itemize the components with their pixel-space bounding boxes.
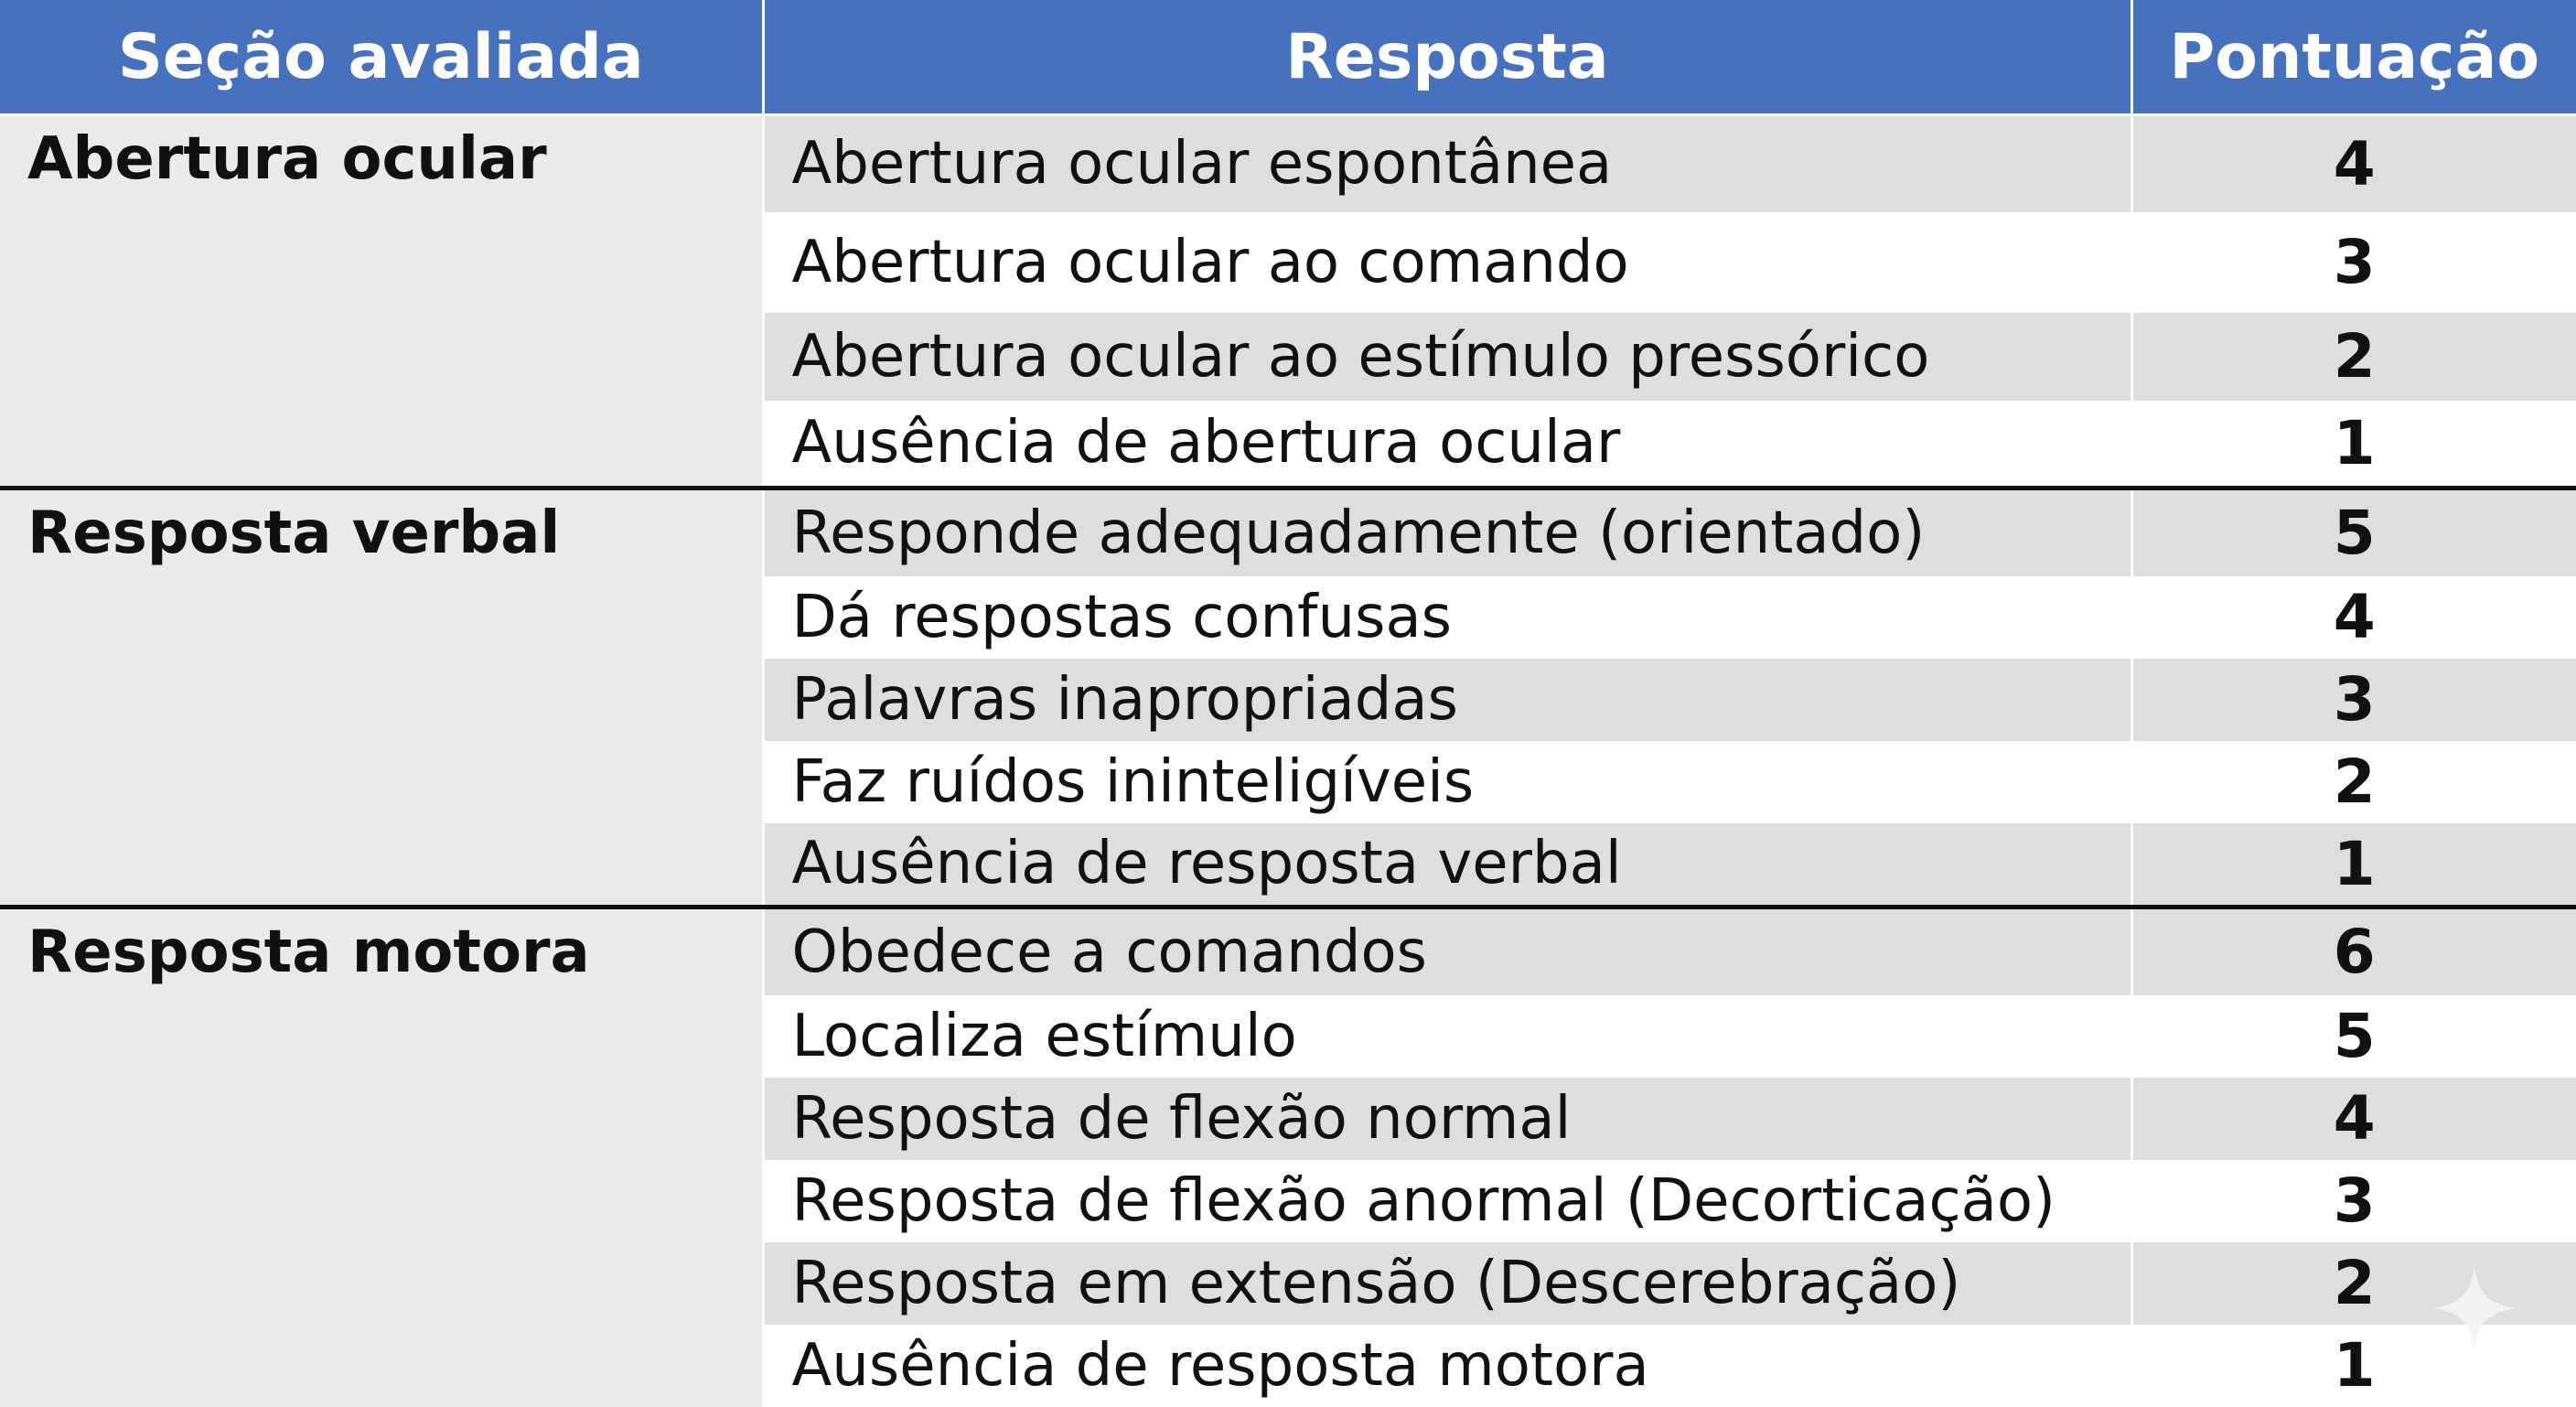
section-eye-opening: Abertura ocular <box>0 115 763 489</box>
score-cell: 4 <box>2131 115 2576 212</box>
score-cell: 1 <box>2131 1325 2576 1407</box>
score-cell: 4 <box>2131 576 2576 659</box>
response-cell: Faz ruídos ininteligíveis <box>763 741 2131 823</box>
sparkle-icon <box>2429 1262 2520 1354</box>
response-cell: Resposta de flexão anormal (Decorticação) <box>763 1160 2131 1242</box>
table-row <box>0 489 2576 576</box>
score-cell: 3 <box>2131 212 2576 313</box>
response-cell: Ausência de abertura ocular <box>763 401 2131 489</box>
score-cell: 6 <box>2131 908 2576 995</box>
response-cell: Palavras inapropriadas <box>763 659 2131 741</box>
response-cell: Abertura ocular ao estímulo pressórico <box>763 313 2131 401</box>
response-cell: Localiza estímulo <box>763 995 2131 1078</box>
score-cell: 2 <box>2131 1242 2576 1325</box>
score-cell: 2 <box>2131 313 2576 401</box>
header-section: Seção avaliada <box>0 0 763 115</box>
score-cell: 5 <box>2131 995 2576 1078</box>
score-cell: 1 <box>2131 401 2576 489</box>
score-cell: 4 <box>2131 1078 2576 1160</box>
score-cell: 5 <box>2131 489 2576 576</box>
table-row <box>0 908 2576 995</box>
response-cell: Abertura ocular ao comando <box>763 212 2131 313</box>
table-row <box>0 115 2576 212</box>
section-verbal-response: Resposta verbal <box>0 489 763 908</box>
score-cell: 2 <box>2131 741 2576 823</box>
section-motor-response: Resposta motora <box>0 908 763 1407</box>
response-cell: Resposta em extensão (Descerebração) <box>763 1242 2131 1325</box>
score-cell: 1 <box>2131 823 2576 908</box>
header-score: Pontuação <box>2131 0 2576 115</box>
response-cell: Abertura ocular espontânea <box>763 115 2131 212</box>
header-response: Resposta <box>763 0 2131 115</box>
response-cell: Obedece a comandos <box>763 908 2131 995</box>
score-cell: 3 <box>2131 659 2576 741</box>
response-cell: Dá respostas confusas <box>763 576 2131 659</box>
response-cell: Resposta de flexão normal <box>763 1078 2131 1160</box>
response-cell: Ausência de resposta verbal <box>763 823 2131 908</box>
table-header-row <box>0 0 2576 115</box>
response-cell: Responde adequadamente (orientado) <box>763 489 2131 576</box>
response-cell: Ausência de resposta motora <box>763 1325 2131 1407</box>
score-cell: 3 <box>2131 1160 2576 1242</box>
